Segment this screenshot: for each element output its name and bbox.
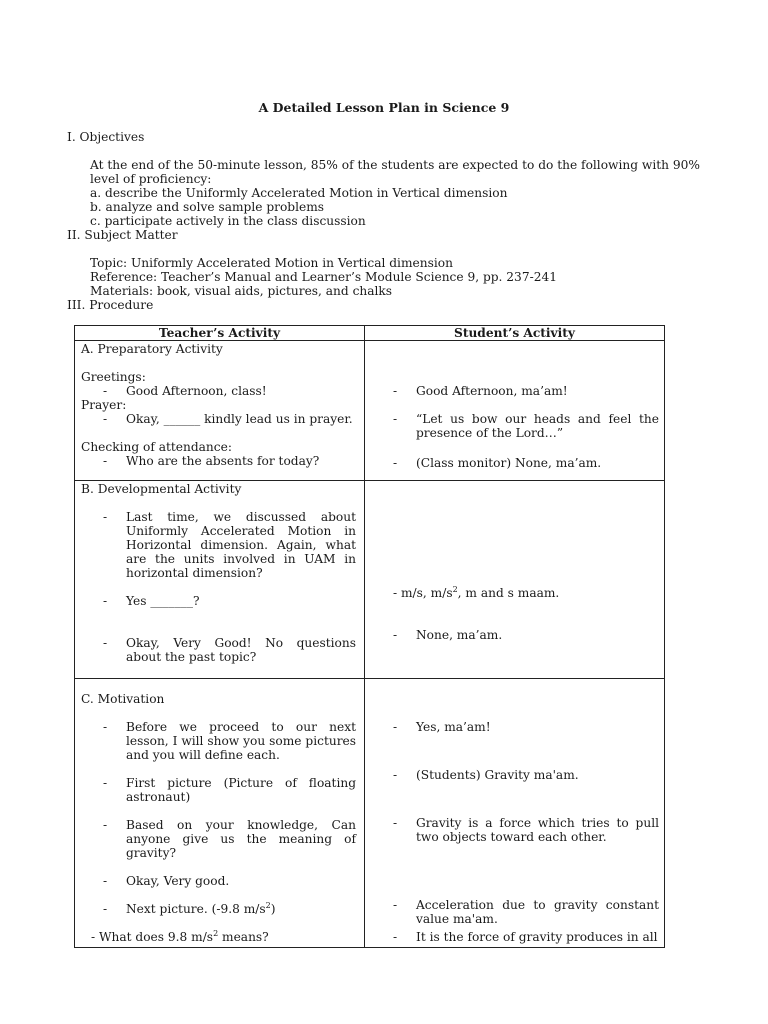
table-row <box>75 679 665 948</box>
table-row <box>75 481 665 679</box>
procedure-heading: III. Procedure <box>67 298 154 312</box>
section-title-motivation: C. Motivation <box>81 692 165 706</box>
objective-item-c: c. participate actively in the class discussion <box>90 214 366 228</box>
teacher-question-meaning: - What does 9.8 $m/s^2$ means? <box>91 928 269 944</box>
student-activity-header: Student’s Activity <box>365 326 665 341</box>
subject-materials: Materials: book, visual aids, pictures, and chalks <box>90 284 393 298</box>
prayer-label: Prayer: <box>81 398 127 412</box>
objectives-heading: I. Objectives <box>67 130 145 144</box>
subject-matter-heading: II. Subject Matter <box>67 228 178 242</box>
objectives-intro: At the end of the 50-minute lesson, 85% of the students are expected to do the following with 90% level of proficiency: <box>90 158 700 186</box>
student-cell-developmental: - m/s, $m/s^2$, m and s maam. - None, ma’am. <box>365 481 665 679</box>
attendance-label: Checking of attendance: <box>81 440 232 454</box>
section-title-preparatory: A. Preparatory Activity <box>81 342 223 356</box>
teacher-cell-developmental: B. Developmental Activity - Last time, we discussed about Uniformly Accelerated Motion in Horizontal dimension. Again, what are the units involved in UAM in horizontal dimension? - Yes _______? - Okay, Very Good! No questions about the past topic? <box>75 481 365 679</box>
subject-topic: Topic: Uniformly Accelerated Motion in Vertical dimension <box>90 256 453 270</box>
student-answer-units: - m/s, $m/s^2$, m and s maam. <box>393 584 560 600</box>
teacher-activity-header: Teacher’s Activity <box>75 326 365 341</box>
section-title-developmental: B. Developmental Activity <box>81 482 242 496</box>
objective-item-b: b. analyze and solve sample problems <box>90 200 325 214</box>
student-cell-motivation: - Yes, ma’am! - (Students) Gravity ma'am. - Gravity is a force which tries to pull two objects toward each other. - Acceleration due to gravity constant value ma'am. - It is the force of gravity produces in all <box>365 679 665 948</box>
table-header-row <box>75 326 665 341</box>
table-row <box>75 341 665 481</box>
teacher-cell-motivation: C. Motivation - Before we proceed to our next lesson, I will show you some pictures and you will define each. - First picture (Picture of floating astronaut) - Based on your knowledge, Can anyone give us the meaning of gravity? - Okay, Very good. - Next picture. (-9.8 $m/s^2$) - What does 9.8 $m/s^2$ means? <box>75 679 365 948</box>
teacher-cell-preparatory: A. Preparatory Activity Greetings: - Good Afternoon, class! Prayer: - Okay, ______ kindly lead us in prayer. Checking of attendance: - Who are the absents for today? <box>75 341 365 481</box>
objectives-block <box>90 158 702 186</box>
document-title: A Detailed Lesson Plan in Science 9 <box>258 100 510 115</box>
greetings-label: Greetings: <box>81 370 146 384</box>
student-cell-preparatory: - Good Afternoon, ma’am! - “Let us bow our heads and feel the presence of the Lord…” - (Class monitor) None, ma’am. <box>365 341 665 481</box>
subject-reference: Reference: Teacher’s Manual and Learner’s Module Science 9, pp. 237-241 <box>90 270 557 284</box>
objective-item-a: a. describe the Uniformly Accelerated Motion in Vertical dimension <box>90 186 508 200</box>
procedure-table <box>74 325 665 948</box>
